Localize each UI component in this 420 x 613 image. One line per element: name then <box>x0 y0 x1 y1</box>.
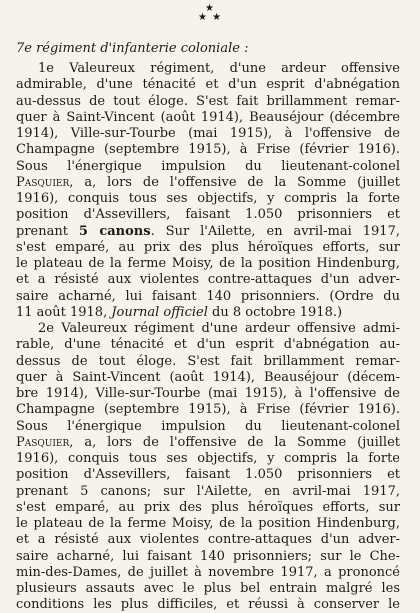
text-line: et a résisté aux violentes contre-attaques d'un adver- <box>16 532 400 548</box>
text-span: prenant <box>16 223 79 239</box>
text-line: position d'Assevillers, faisant 1.050 prisonniers et <box>16 467 400 483</box>
text-line: min-des-Dames, de juillet à novembre 1917, a prononcé <box>16 564 400 580</box>
text-line: le plateau de la ferme Moisy, de la position Hindenburg, <box>16 256 400 271</box>
text-line: Sous l'énergique impulsion du lieutenant-colonel <box>16 158 400 174</box>
text-line: au-dessus de tout éloge. S'est fait brillamment remar- <box>16 93 400 109</box>
text-line: conditions les plus difficiles, et réussi à conserver le <box>16 597 400 613</box>
text-line <box>16 435 400 451</box>
text-line: s'est emparé, au prix des plus héroïques efforts, sur <box>16 499 400 515</box>
text-line: admirable, d'une ténacité et d'un esprit d'abnégation <box>16 77 400 93</box>
asterism-ornament: ★ ★ ★ <box>197 3 223 23</box>
text-line: saire acharné, lui faisant 140 prisonniers. (Ordre du <box>16 288 400 304</box>
text-line: Champagne (septembre 1915), à Frise (février 1916). <box>16 402 400 418</box>
text-line: prenant 5 canons; sur l'Ailette, en avril-mai 1917, <box>16 483 400 499</box>
regiment-heading: 7e régiment d'infanterie coloniale : <box>16 41 249 56</box>
text-line: 1914), Ville-sur-Tourbe (mai 1915), à l'offensive de <box>16 126 400 141</box>
text-span: . Sur l'Ailette, en avril-mai 1917, <box>150 223 400 239</box>
text-line: bre 1914), Ville-sur-Tourbe (mai 1915), à l'offensive de <box>16 386 400 401</box>
text-line: s'est emparé, au prix des plus héroïques efforts, sur <box>16 239 400 255</box>
text-line: 1916), conquis tous ses objectifs, y compris la forte <box>16 451 400 466</box>
text-line: position d'Assevillers, faisant 1.050 prisonniers et <box>16 207 400 223</box>
text-span: , a, lors de l'offensive de la Somme (juillet <box>69 434 400 450</box>
text-line: saire acharné, lui faisant 140 prisonniers; sur le Che- <box>16 548 400 564</box>
text-line: 1916), conquis tous ses objectifs, y compris la forte <box>16 191 400 206</box>
text-span: 11 août 1918, <box>16 304 112 320</box>
text-span: Pasquier <box>16 174 70 190</box>
text-line <box>16 224 400 240</box>
text-line <box>16 175 400 191</box>
text-line: 2e Valeureux régiment d'une ardeur offensive admi- <box>38 321 400 336</box>
text-span: , a, lors de l'offensive de la Somme (juillet <box>69 174 400 190</box>
text-line: rable, d'une ténacité et d'un esprit d'abnégation au- <box>16 337 400 353</box>
text-line: Champagne (septembre 1915), à Frise (février 1916). <box>16 142 400 158</box>
text-span: Journal officiel <box>111 304 208 320</box>
text-line: quer à Saint-Vincent (août 1914), Beauséjour (décembre <box>16 109 400 125</box>
text-line: et a résisté aux violentes contre-attaques d'un adver- <box>16 272 400 288</box>
text-line: quer à Saint-Vincent (août 1914), Beauséjour (décem- <box>16 369 400 385</box>
text-span: Pasquier <box>16 434 70 450</box>
text-line: Sous l'énergique impulsion du lieutenant-colonel <box>16 418 400 434</box>
text-span: 5 canons <box>78 223 151 239</box>
text-line: 1e Valeureux régiment, d'une ardeur offensive <box>38 61 400 76</box>
text-line <box>16 305 400 321</box>
text-span: du 8 octobre 1918.) <box>207 304 343 320</box>
text-line: le plateau de la ferme Moisy, de la position Hindenburg, <box>16 516 400 531</box>
text-line: plusieurs assauts avec le plus bel entrain malgré les <box>16 581 400 596</box>
text-line: dessus de tout éloge. S'est fait brillamment remar- <box>16 353 400 369</box>
